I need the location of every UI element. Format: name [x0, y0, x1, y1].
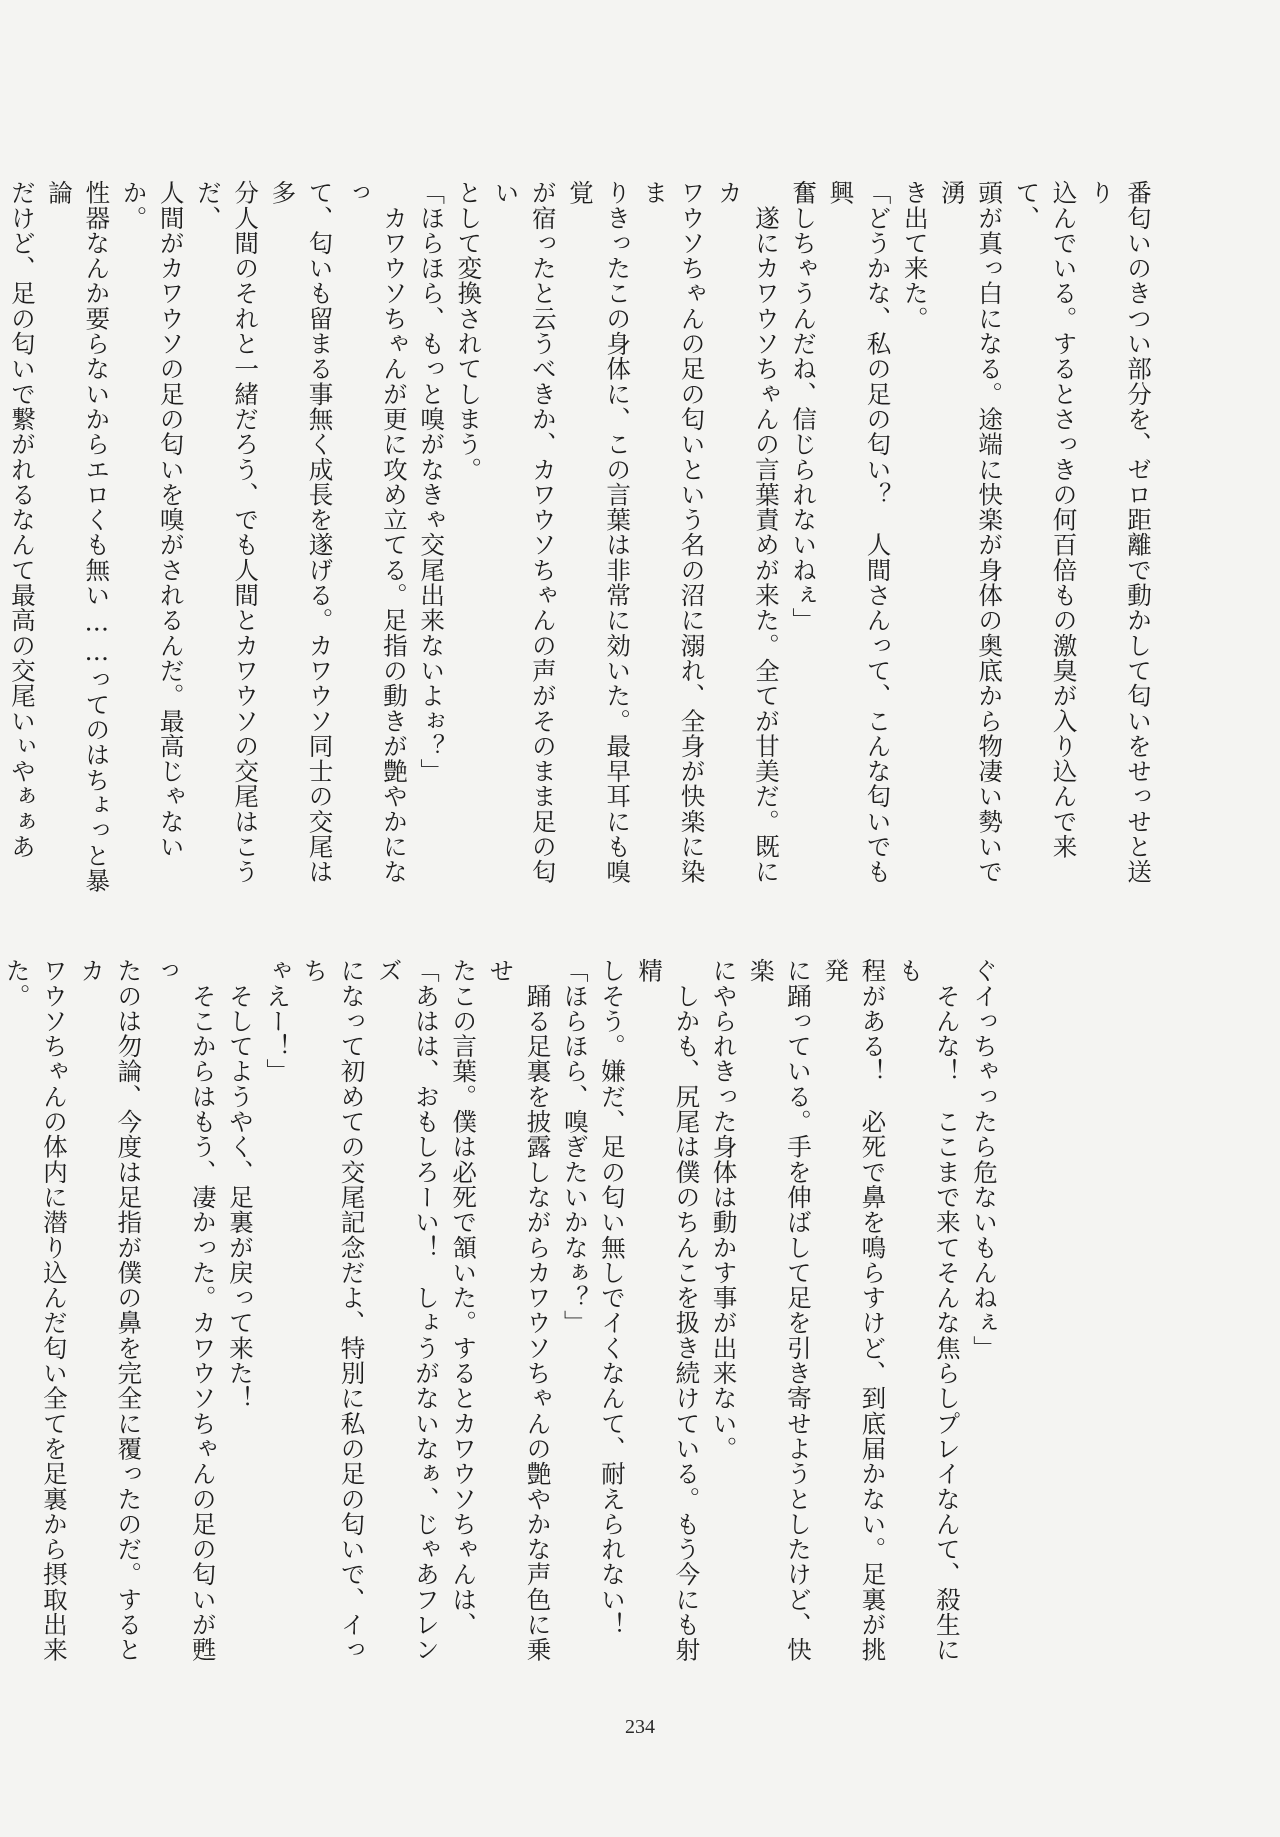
text-line: が宿ったと云うべきか、カワウソちゃんの声がそのまま足の匂い	[491, 180, 558, 885]
text-line: 性器なんか要らないからエロくも無い……ってのはちょっと暴論	[45, 180, 112, 893]
text-block-bottom	[2, 958, 1003, 1684]
text-line: 程がある！ 必死で鼻を鳴らすけど、到底届かない。足裏が挑発	[821, 958, 888, 1663]
text-line: 番匂いのきつい部分を、ゼロ距離で動かして匂いをせっせと送り	[1086, 180, 1153, 885]
text-line: たこの言葉。僕は必死で頷いた。するとカワウソちゃんは、	[449, 958, 479, 1638]
text-line: として変換されてしまう。	[454, 180, 484, 482]
text-line: 「どうかな、私の足の匂い？ 人間さんって、こんな匂いでも興	[826, 180, 893, 885]
text-line: 人間がカワウソの足の匂いを嗅がされるんだ。最高じゃないか。	[119, 180, 186, 860]
text-line: ぐイっちゃったら危ないもんねぇ」	[970, 958, 999, 1361]
page-number: 234	[625, 1716, 655, 1738]
text-line: そこからはもう、凄かった。カワウソちゃんの足の匂いが甦っ	[151, 958, 218, 1663]
text-line: になって初めての交尾記念だよ、特別に私の足の匂いで、イっち	[300, 958, 367, 1663]
text-line: 奮しちゃうんだね、信じられないねぇ」	[789, 180, 819, 633]
text-line: カワウソちゃんが更に攻め立てる。足指の動きが艶やかになっ	[342, 180, 409, 885]
text-line: 遂にカワウソちゃんの言葉責めが来た。全てが甘美だ。既にカ	[714, 180, 781, 885]
text-line: き出て来た。	[900, 180, 930, 331]
text-line: 頭が真っ白になる。途端に快楽が身体の奥底から物凄い勢いで湧	[937, 180, 1005, 885]
text-block-top	[7, 180, 1157, 906]
text-line: だけど、足の匂いで繋がれるなんて最高の交尾いぃやぁぁあ	[7, 180, 37, 860]
text-line: そんな！ ここまで来てそんな焦らしプレイなんて、殺生にも	[895, 958, 962, 1663]
text-line: そしてようやく、足裏が戻って来た！	[225, 958, 255, 1411]
text-line: 「あはは、おもしろーい！ しょうがないなぁ、じゃあフレンズ	[374, 958, 441, 1663]
text-line: ワウソちゃんの体内に潜り込んだ匂い全てを足裏から摂取出来た。	[2, 958, 69, 1663]
text-line: りきったこの身体に、この言葉は非常に効いた。最早耳にも嗅覚	[565, 180, 633, 885]
text-line: しそう。嫌だ、足の匂い無しでイくなんて、耐えられない！	[597, 958, 627, 1638]
text-line: 込んでいる。するとさっきの何百倍もの激臭が入り込んで来て、	[1012, 180, 1079, 860]
text-line: にやられきった身体は動かす事が出来ない。	[709, 958, 739, 1461]
text-line: に踊っている。手を伸ばして足を引き寄せようとしたけど、快楽	[746, 958, 813, 1663]
text-line: 踊る足裏を披露しながらカワウソちゃんの艶やかな声色に乗せ	[486, 958, 553, 1663]
text-line: 分人間のそれと一緒だろう、でも人間とカワウソの交尾はこうだ、	[193, 180, 261, 885]
text-line: しかも、尻尾は僕のちんこを扱き続けている。もう今にも射精	[635, 958, 702, 1663]
text-line: 「ほらほら、嗅ぎたいかなぁ？」	[560, 958, 590, 1336]
text-line: て、匂いも留まる事無く成長を遂げる。カワウソ同士の交尾は多	[268, 180, 335, 885]
text-line: ゃえー！」	[263, 958, 293, 1084]
text-line: たのは勿論、今度は足指が僕の鼻を完全に覆ったのだ。するとカ	[77, 958, 144, 1663]
text-line: 「ほらほら、もっと嗅がなきゃ交尾出来ないよぉ？」	[417, 180, 447, 784]
text-line: ワウソちゃんの足の匂いという名の沼に溺れ、全身が快楽に染ま	[640, 180, 707, 885]
